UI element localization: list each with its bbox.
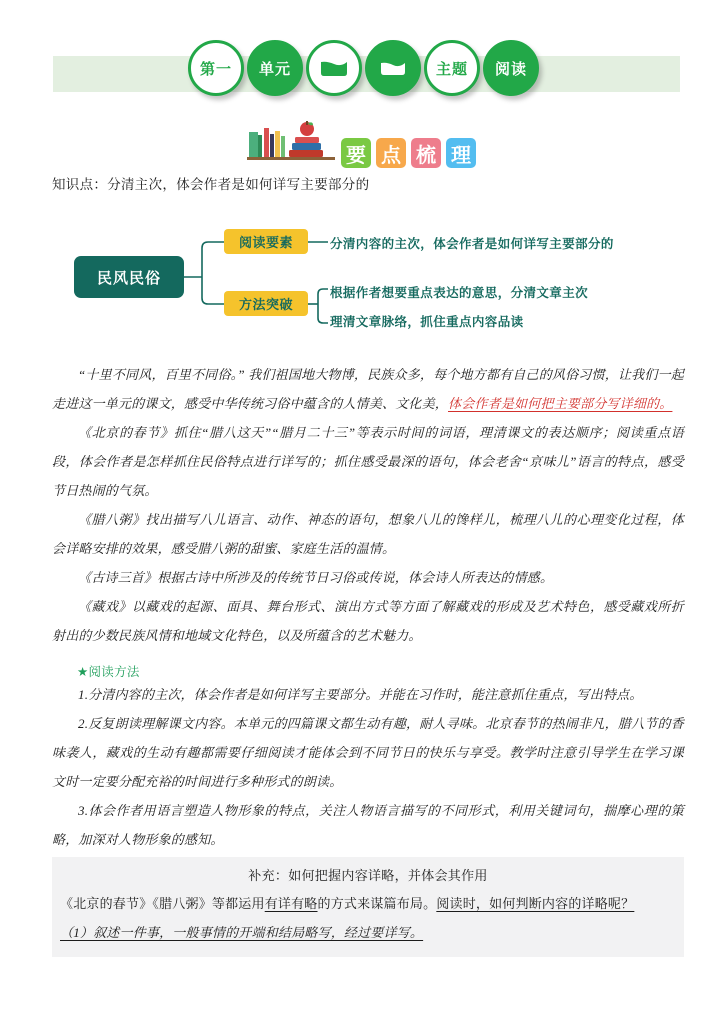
paragraph-tibetan-opera: 《藏戏》以藏戏的起源、面具、舞台形式、演出方式等方面了解藏戏的形成及艺术特色，感受藏戏所折射出的少数民族风情和地域文化特色，以及所蕴含的艺术魅力。 <box>52 599 684 643</box>
mindmap-leaf-2: 根据作者想要重点表达的意思，分清文章主次 <box>330 285 589 300</box>
section-title <box>0 120 724 168</box>
title-char-4: 理 <box>446 138 476 168</box>
supplement-title: 补充：如何把握内容详略，并体会其作用 <box>248 868 488 883</box>
open-book-icon <box>319 58 349 78</box>
mindmap-root-node: 民风民俗 <box>74 256 184 298</box>
header-bubble-label: 第一 <box>199 59 232 78</box>
reading-method-item-2: 2.反复朗读理解课文内容。本单元的四篇课文都生动有趣，耐人寻味。北京春节的热闹非凡，腊八节的香味袭人，藏戏的生动有趣都需要仔细阅读才能体会到不同节日的快乐与享受。教学时注意引导学生在学习课文时一定要分配充裕的时间进行多种形式的朗读。 <box>52 716 684 789</box>
mindmap-leaf-3: 理清文章脉络，抓住重点内容品读 <box>330 314 524 329</box>
header-bubble-5 <box>424 40 480 96</box>
title-char-1: 要 <box>341 138 371 168</box>
header-bubble-label: 阅读 <box>494 59 527 78</box>
supplement-underline-3: （1）叙述一件事，一般事情的开端和结局略写，经过要详写。 <box>60 925 424 940</box>
supplement-line1-pre: 《北京的春节》《腊八粥》等都运用 <box>60 896 265 911</box>
title-char-2: 点 <box>376 138 406 168</box>
header-bubble-1 <box>188 40 244 96</box>
mindmap-leaf-1: 分清内容的主次，体会作者是如何详写主要部分的 <box>330 236 614 251</box>
supplement-line-2 <box>60 918 676 947</box>
header-bubble-label: 单元 <box>258 59 291 78</box>
mindmap-branch-method-breakthrough: 方法突破 <box>224 291 308 316</box>
highlighted-text: 体会作者是如何把主要部分写详细的。 <box>448 396 673 411</box>
header-bubble-row <box>188 40 539 96</box>
knowledge-point-line: 知识点：分清主次，体会作者是如何详写主要部分的 <box>52 177 370 192</box>
reading-method-item-1: 1.分清内容的主次，体会作者是如何详写主要部分。并能在习作时，能注意抓住重点，写出特点。 <box>78 687 643 702</box>
supplement-underline-2: 阅读时，如何判断内容的详略呢？ <box>436 896 635 911</box>
supplement-underline-1: 有详有略 <box>264 896 318 911</box>
header-bubble-4 <box>365 40 421 96</box>
header-bubble-label: 主题 <box>435 59 468 78</box>
supplement-box <box>52 857 684 957</box>
open-book-icon <box>378 58 408 78</box>
reading-method-heading: ★阅读方法 <box>77 664 140 679</box>
paragraph-laba-porridge: 《腊八粥》找出描写八儿语言、动作、神态的语句，想象八儿的馋样儿，梳理八儿的心理变化过程，体会详略安排的效果，感受腊八粥的甜蜜、家庭生活的温情。 <box>52 512 684 556</box>
header-bubble-6 <box>483 40 539 96</box>
supplement-line-1 <box>60 889 676 918</box>
paragraph-text: “十里不同风，百里不同俗。” 我们祖国地大物博，民族众多，每个地方都有自己的风俗习惯，让我们一起走进这一单元的课文，感受中华传统习俗中蕴含的人情美、文化美， <box>52 367 684 411</box>
paragraph-beijing-spring-festival: 《北京的春节》抓住“腊八这天”“腊月二十三”等表示时间的词语，理清课文的表达顺序；阅读重点语段，体会作者是怎样抓住民俗特点进行详写的；抓住感受最深的语句，体会老舍“京味儿”语言的特点，感受节日热闹的气氛。 <box>52 425 684 498</box>
mindmap-branch-reading-elements: 阅读要素 <box>224 229 308 254</box>
stacked-books-apple-icon <box>247 120 335 167</box>
mindmap-diagram <box>52 218 682 333</box>
body-content <box>52 360 684 854</box>
header-bubble-3 <box>306 40 362 96</box>
supplement-line1-mid: 的方式来谋篇布局。 <box>317 896 437 911</box>
header-bubble-2 <box>247 40 303 96</box>
reading-method-item-3: 3.体会作者用语言塑造人物形象的特点，关注人物语言描写的不同形式，利用关键词句，揣摩心理的策略，加深对人物形象的感知。 <box>52 803 684 847</box>
paragraph-three-ancient-poems: 《古诗三首》根据古诗中所涉及的传统节日习俗或传说，体会诗人所表达的情感。 <box>78 570 554 585</box>
paragraph-intro <box>52 360 684 418</box>
title-char-3: 梳 <box>411 138 441 168</box>
page-header <box>0 40 724 120</box>
